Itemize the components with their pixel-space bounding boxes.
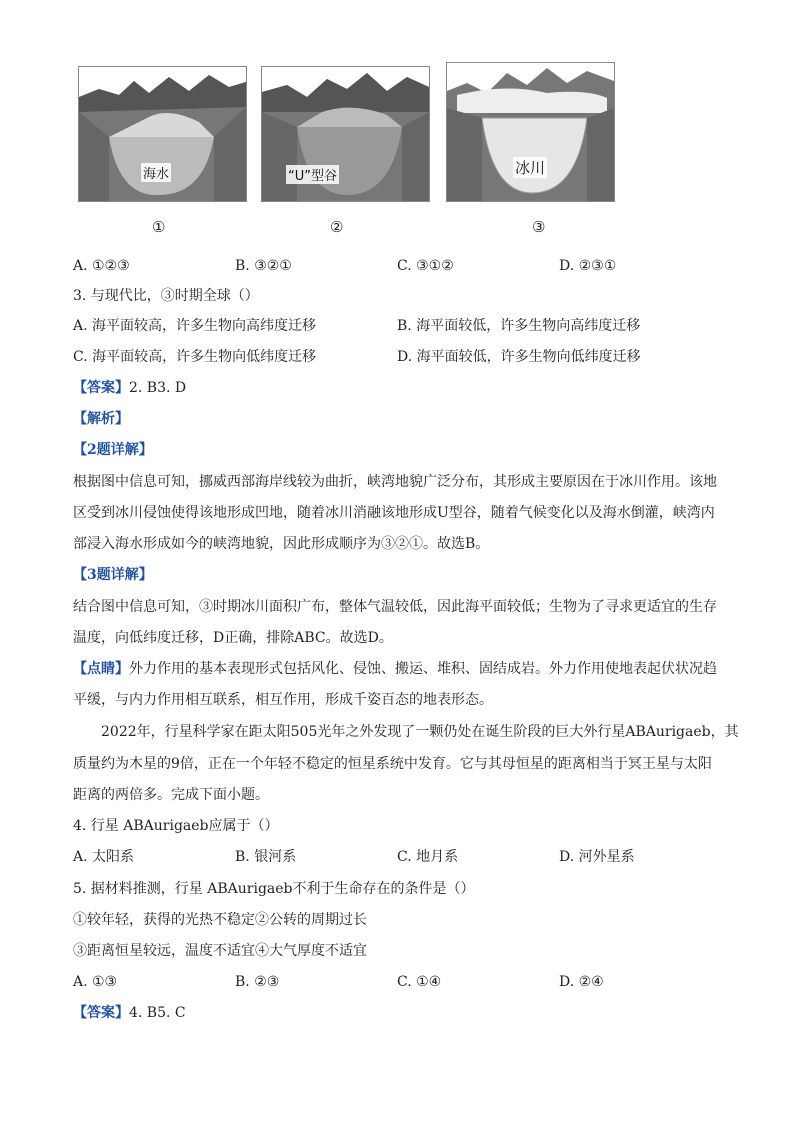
q4-option-b[interactable]: B. 银河系 [235, 849, 297, 865]
figure-u-valley [261, 66, 430, 202]
q4-stem: 4. 行星 ABAurigaeb应属于（） [73, 818, 279, 834]
q5-option-d[interactable]: D. ②④ [559, 974, 604, 990]
q2-detail-line-2: 区受到冰川侵蚀使得该地形成凹地，随着冰川消融该地形成U型谷，随着气候变化以及海水倒灌，峡湾内 [73, 505, 715, 521]
answer-text: 2. B3. D [129, 380, 187, 396]
figure-label-glacier: 冰川 [515, 159, 546, 177]
q2-option-a[interactable]: A. ①②③ [73, 258, 130, 274]
answer-tag-2: 【答案】 [73, 1005, 129, 1021]
q3-option-b[interactable]: B. 海平面较低，许多生物向高纬度迁移 [397, 318, 641, 334]
q2-option-d[interactable]: D. ②③① [559, 258, 617, 274]
figure-label-u-valley: “U”型谷 [286, 165, 339, 184]
q5-statement-line-1: ①较年轻，获得的光热不稳定②公转的周期过长 [73, 912, 367, 928]
q3-detail-line-1: 结合图中信息可知，③时期冰川面积广布，整体气温较低，因此海平面较低；生物为了寻求更适宜的生存 [73, 599, 717, 615]
tip-tag: 【点睛】 [73, 661, 129, 677]
q3-stem: 3. 与现代比，③时期全球（） [73, 288, 259, 304]
q3-detail-tag: 【3题详解】 [73, 567, 153, 583]
q3-detail-line-2: 温度，向低纬度迁移，D正确，排除ABC。故选D。 [73, 630, 393, 646]
q5-option-a[interactable]: A. ①③ [73, 974, 118, 990]
q4-option-a[interactable]: A. 太阳系 [73, 849, 135, 865]
q3-option-d[interactable]: D. 海平面较低，许多生物向低纬度迁移 [397, 349, 641, 365]
answer-line-1 [73, 378, 186, 398]
q2-option-c[interactable]: C. ③①② [397, 258, 454, 274]
material-line-3: 距离的两倍多。完成下面小题。 [73, 787, 269, 803]
answer-tag: 【答案】 [73, 380, 129, 396]
q4-option-c[interactable]: C. 地月系 [397, 849, 459, 865]
material-line-2: 质量约为木星的9倍，正在一个年轻不稳定的恒星系统中发育。它与其母恒星的距离相当于冥王星与太阳 [73, 756, 712, 772]
tip-line-2: 平缓，与内力作用相互联系，相互作用，形成千姿百态的地表形态。 [73, 692, 493, 708]
q2-option-b[interactable]: B. ③②① [235, 258, 292, 274]
figure-row [76, 66, 636, 206]
figure-fjord-sea [78, 66, 247, 202]
figure-glacier [446, 62, 615, 202]
q5-statement-line-2: ③距离恒星较远，温度不适宜④大气厚度不适宜 [73, 943, 367, 959]
q3-option-c[interactable]: C. 海平面较高，许多生物向低纬度迁移 [73, 349, 317, 365]
tip-line-1 [73, 659, 717, 679]
tip-text-1: 外力作用的基本表现形式包括风化、侵蚀、搬运、堆积、固结成岩。外力作用使地表起伏状况趋 [129, 661, 717, 677]
figure-number-2: ② [330, 218, 344, 236]
q2-detail-tag: 【2题详解】 [73, 442, 153, 458]
q5-option-c[interactable]: C. ①④ [397, 974, 442, 990]
answer-text-2: 4. B5. C [129, 1005, 186, 1021]
q2-detail-line-1: 根据图中信息可知，挪威西部海岸线较为曲折，峡湾地貌广泛分布，其形成主要原因在于冰川作用。该地 [73, 474, 717, 490]
q3-option-a[interactable]: A. 海平面较高，许多生物向高纬度迁移 [73, 318, 317, 334]
q5-stem: 5. 据材料推测，行星 ABAurigaeb不利于生命存在的条件是（） [73, 881, 475, 897]
q5-option-b[interactable]: B. ②③ [235, 974, 280, 990]
q2-detail-line-3: 部浸入海水形成如今的峡湾地貌，因此形成顺序为③②①。故选B。 [73, 536, 490, 552]
answer-line-2 [73, 1003, 186, 1023]
material-line-1: 2022年，行星科学家在距太阳505光年之外发现了一颗仍处在诞生阶段的巨大外行星ABAurigaeb，其 [101, 724, 739, 740]
figure-label-sea: 海水 [141, 163, 171, 182]
q4-option-d[interactable]: D. 河外星系 [559, 849, 635, 865]
figure-number-3: ③ [532, 218, 546, 236]
analysis-tag: 【解析】 [73, 411, 129, 427]
figure-number-1: ① [152, 218, 166, 236]
